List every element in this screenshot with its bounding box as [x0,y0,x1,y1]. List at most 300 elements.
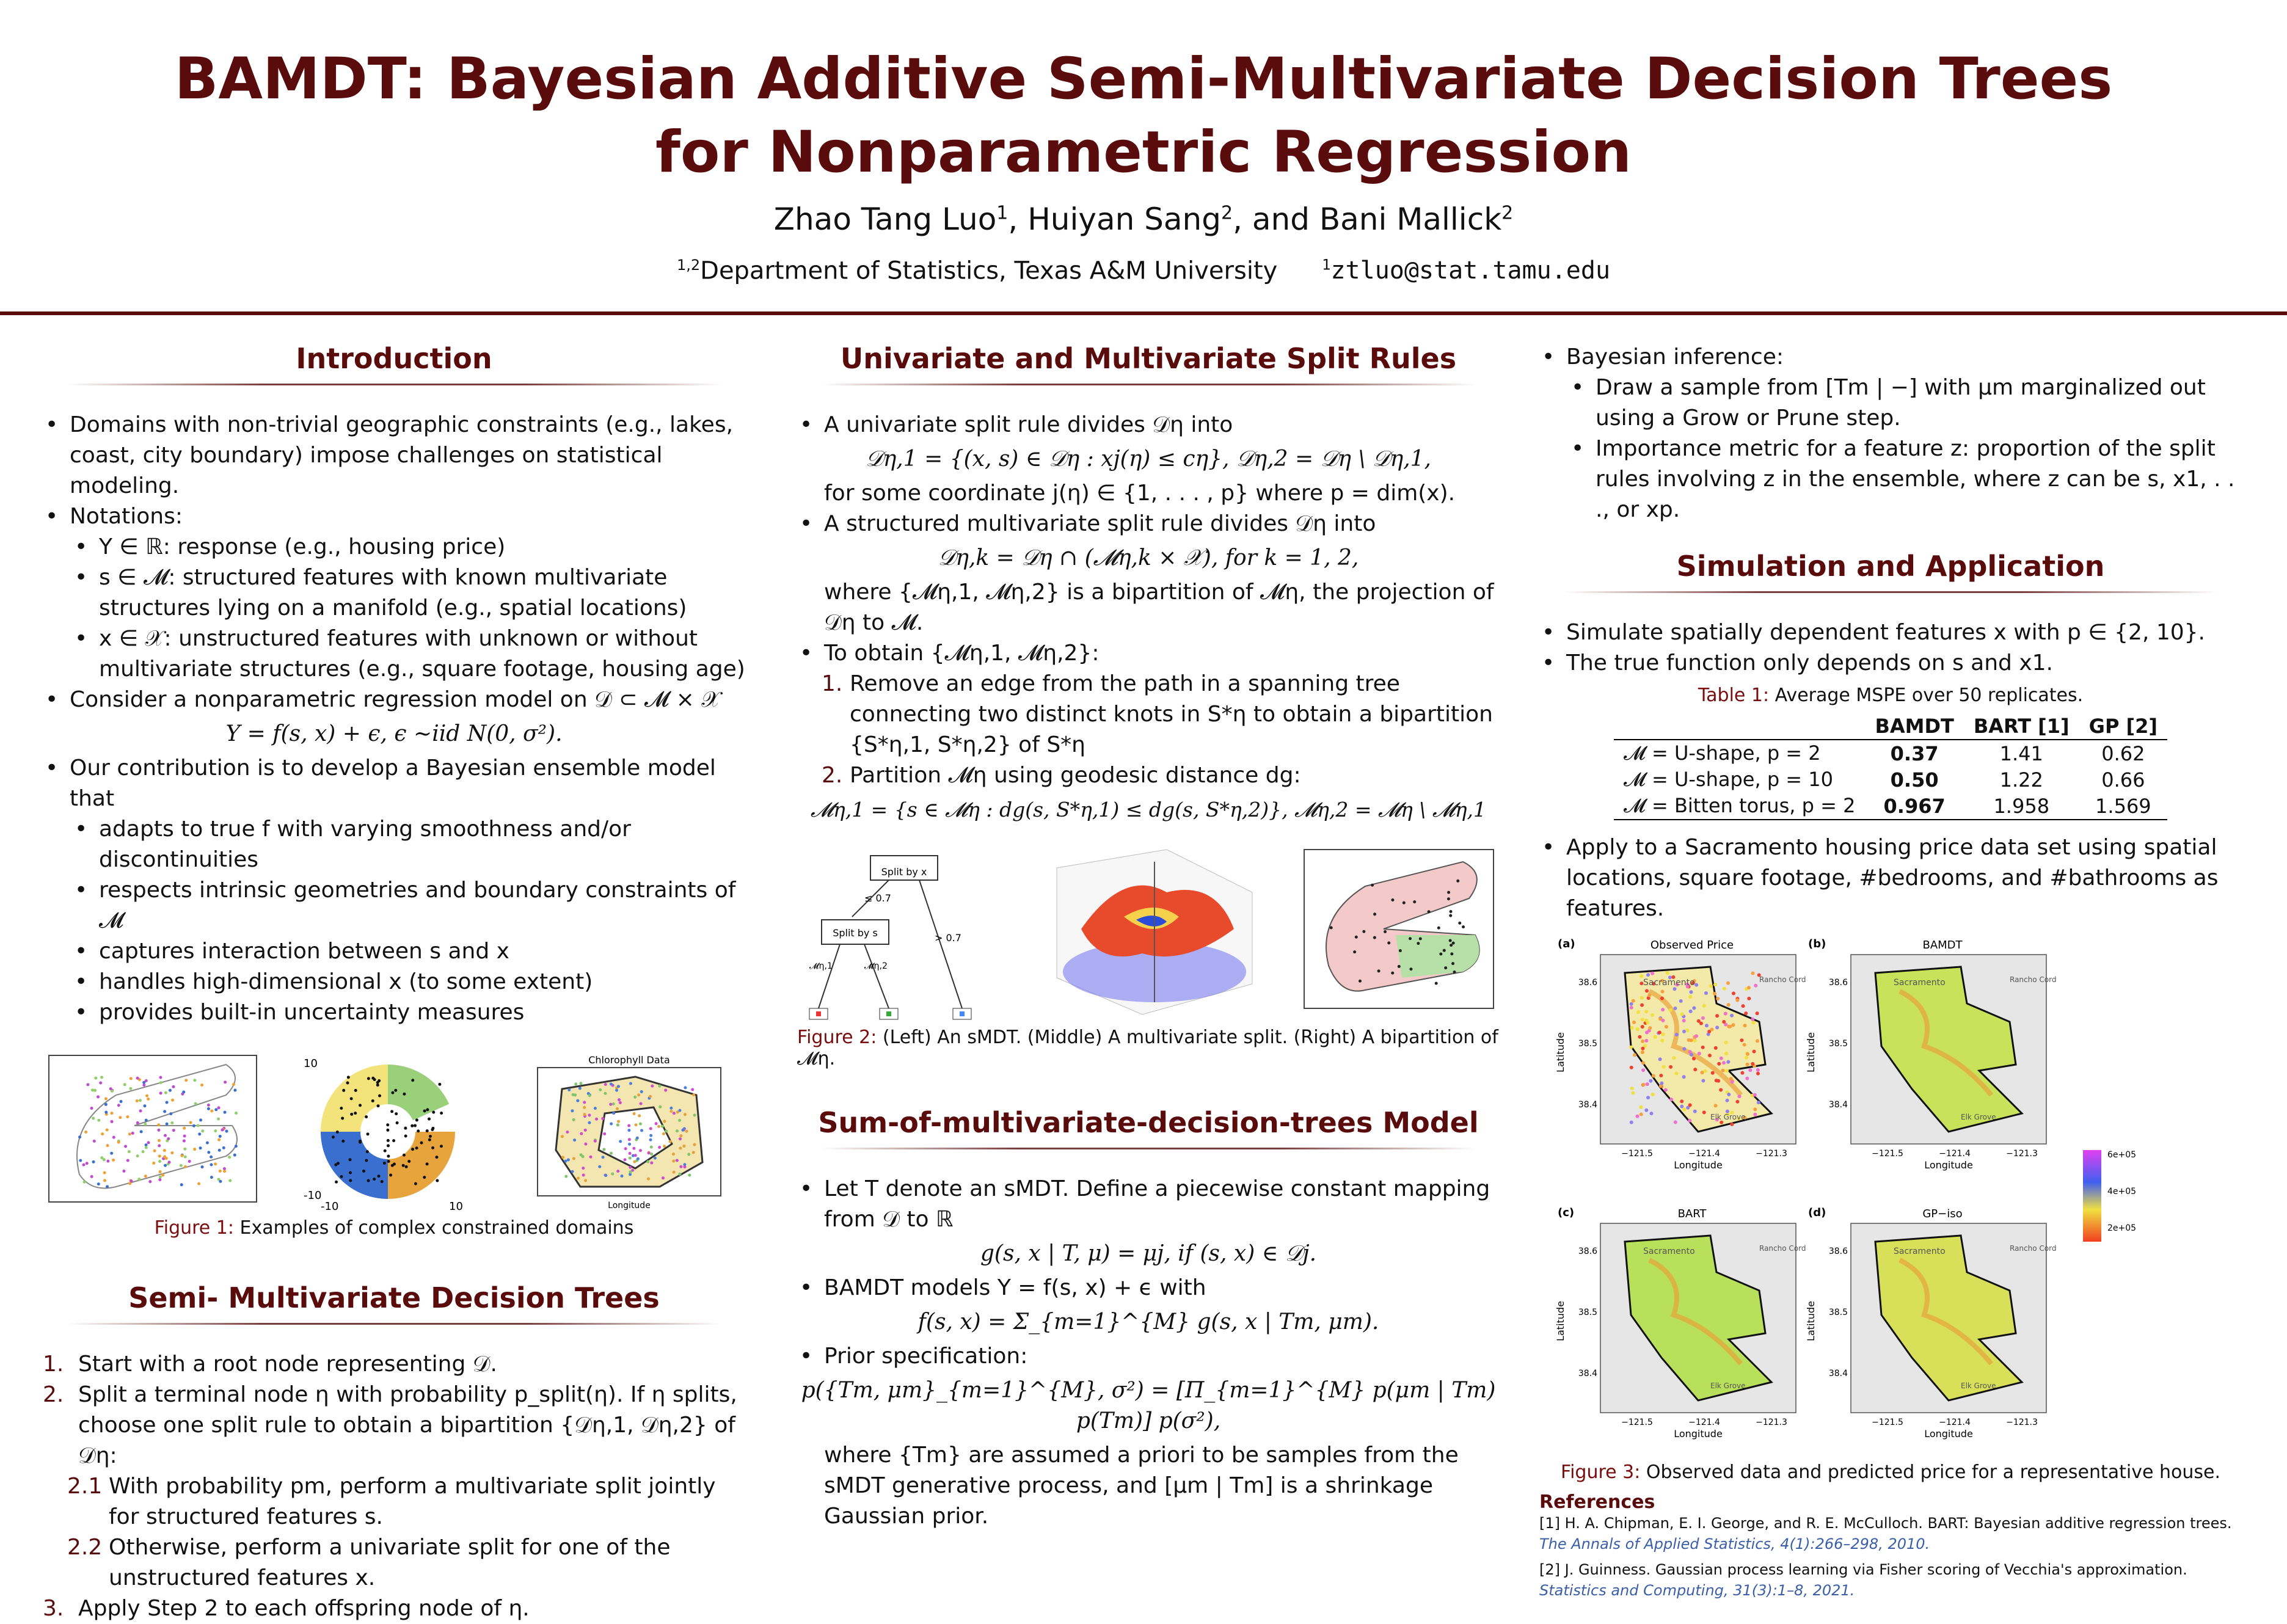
price-point [1746,1063,1749,1066]
scatter-point [634,1154,637,1157]
price-point [1721,1069,1725,1072]
price-point [1632,1091,1635,1095]
scatter-point [82,1163,85,1167]
scatter-point [337,1162,340,1165]
price-point [1747,986,1751,989]
scatter-point [378,1079,381,1082]
fig1-label: Figure 1: [154,1217,234,1239]
scatter-point [169,1112,172,1115]
panel-tag: (d) [1808,1206,1826,1219]
th-gp: GP [2] [2088,715,2158,738]
scatter-point [183,1127,186,1130]
scatter-point [595,1118,598,1121]
scatter-point [604,1174,607,1177]
scatter-point [214,1162,217,1165]
scatter-point [572,1157,575,1160]
obtain-1: Remove an edge from the path in a spanning tree connecting two distinct knots in S*η to obtain a bipartition {S*η,1, S*η,2} of S*η [850,671,1493,757]
step-22-label: 2.2 [67,1535,103,1560]
scatter-point [367,1179,370,1182]
cell: 0.66 [2101,768,2145,792]
scatter-point [428,1138,431,1142]
price-point [1726,1099,1729,1102]
price-point [1638,1035,1641,1039]
ref-2-journal[interactable]: Statistics and Computing, [1539,1582,1729,1599]
y-tick: 38.5 [1578,1308,1597,1317]
fig1c-xlabel: Longitude [608,1201,651,1211]
email-sup: 1 [1322,257,1331,274]
price-point [1649,1112,1653,1115]
scatter-point [200,1083,203,1087]
map-xlabel: Longitude [1924,1159,1973,1171]
x-tick: −121.5 [1621,1418,1653,1427]
scatter-point [1413,900,1416,903]
scatter-point [431,1128,434,1131]
scatter-point [402,1164,405,1167]
scatter-point [1447,891,1450,894]
department: Department of Statistics, Texas A&M University [700,257,1278,285]
price-point [1722,1061,1726,1065]
price-point [1701,1016,1705,1020]
scatter-point [143,1104,146,1107]
email-link[interactable]: ztluo@stat.tamu.edu [1330,257,1611,285]
scatter-point [602,1148,605,1151]
scatter-point [335,1181,338,1184]
scatter-point [604,1083,607,1086]
scatter-point [126,1159,129,1162]
scatter-point [640,1102,643,1105]
regression-equation: Y = f(s, x) + ϵ, ϵ ~iid N(0, σ²). [225,721,563,746]
price-point [1722,1020,1726,1024]
scatter-point [574,1082,577,1085]
price-point [1641,1047,1644,1051]
scatter-point [106,1129,109,1132]
scatter-point [145,1143,148,1146]
scatter-point [347,1076,350,1079]
column-middle [797,342,1500,1532]
scatter-point [136,1077,139,1080]
scatter-point [396,1121,399,1124]
price-point [1673,1007,1677,1010]
scatter-point [142,1083,145,1087]
price-point [1715,1079,1718,1082]
scatter-point [684,1113,687,1116]
scatter-point [332,1135,335,1138]
scatter-point [414,1182,417,1185]
scatter-point [688,1174,691,1177]
scatter-point [640,1129,643,1132]
price-point [1651,972,1654,975]
scatter-point [197,1182,200,1185]
price-point [1704,1069,1707,1072]
x-tick: −121.4 [1688,1418,1720,1427]
legend-tick: 4e+05 [2107,1187,2137,1196]
price-point [1714,1104,1718,1107]
bayes-importance: • Importance metric for a feature z: proportion of the split rules involving z in the ensemble, where z can be s, x1, . . ., or xp. [1539,434,2242,525]
tree-root-label: Split by x [881,866,927,878]
price-point [1632,1021,1636,1024]
scatter-point [1330,926,1333,929]
scatter-point [676,1129,679,1132]
price-point [1646,973,1650,977]
scatter-point [663,1120,666,1123]
scatter-point [207,1107,210,1110]
affil-sup: 1,2 [676,257,701,274]
scatter-point [584,1179,587,1182]
scatter-point [393,1163,396,1166]
scatter-point [91,1088,94,1091]
scatter-point [371,1099,374,1102]
scatter-point [197,1124,200,1127]
scatter-point [602,1156,605,1159]
scatter-point [170,1121,173,1124]
price-point [1630,1087,1634,1090]
scatter-point [201,1165,204,1168]
table-row [1614,766,2167,793]
x-tick: −121.3 [2006,1418,2038,1427]
scatter-point [1353,950,1356,953]
price-point [1713,983,1717,986]
scatter-point [350,1097,353,1100]
scatter-point [580,1132,583,1135]
scatter-point [129,1087,132,1090]
scatter-point [650,1152,653,1156]
fig3-caption-text: Observed data and predicted price for a representative house. [1646,1462,2220,1483]
scatter-point [687,1153,690,1156]
price-point [1690,1053,1693,1057]
column-right [1539,342,2242,1601]
price-point [1698,1052,1701,1055]
price-point [1756,1039,1759,1043]
scatter-point [158,1178,161,1181]
y-tick: 38.4 [1578,1369,1597,1378]
scatter-point [679,1134,682,1137]
fig1c-title: Chlorophyll Data [588,1054,670,1066]
price-point [1756,1072,1760,1076]
price-point [1692,1057,1696,1060]
scatter-point [184,1079,188,1082]
scatter-point [159,1170,162,1173]
scatter-point [124,1145,127,1148]
price-point [1658,1057,1662,1061]
price-point [1694,1034,1698,1038]
scatter-point [381,1180,384,1183]
refs-heading: References [1539,1491,1655,1513]
map-xlabel: Longitude [1924,1428,1973,1440]
fig1b-xtick-1: -10 [321,1200,339,1211]
scatter-point [144,1123,147,1126]
scatter-point [636,1137,639,1140]
scatter-point [207,1104,210,1107]
scatter-point [184,1165,187,1168]
cell: 0.967 [1883,794,1946,818]
scatter-point [583,1106,586,1109]
scatter-point [650,1146,653,1149]
scatter-point [199,1146,202,1149]
price-point [1724,1041,1728,1044]
scatter-point [1458,922,1461,925]
scatter-point [1449,914,1452,917]
scatter-point [618,1098,621,1101]
obtain-2: Partition 𝓜η using geodesic distance dg: [850,763,1301,788]
smdt-heading: Semi- Multivariate Decision Trees [128,1281,660,1314]
price-point [1735,999,1739,1002]
scatter-point [617,1085,620,1088]
price-point [1704,991,1708,995]
scatter-point [157,1129,160,1132]
scatter-point [1437,927,1440,930]
x-tick: −121.5 [1621,1149,1653,1159]
scatter-point [672,1160,675,1163]
price-point [1690,1038,1693,1042]
scatter-point [180,1164,183,1167]
fig1b-ytick-1: 10 [304,1057,318,1070]
scatter-point [1391,972,1394,975]
scatter-point [136,1099,139,1102]
price-point [1648,1026,1652,1030]
sum-heading: Sum-of-multivariate-decision-trees Model [818,1106,1479,1139]
intro-notations: • Notations: [43,501,745,532]
split-heading: Univariate and Multivariate Split Rules [840,342,1457,375]
scatter-point [137,1178,140,1181]
scatter-point [232,1083,235,1086]
map-xlabel: Longitude [1674,1428,1723,1440]
price-point [1633,1053,1636,1057]
scatter-point [599,1088,602,1091]
scatter-point [616,1170,619,1173]
scatter-point [1444,966,1447,969]
step-1-label: 1. [43,1352,64,1377]
scatter-point [214,1129,217,1132]
scatter-point [378,1094,381,1098]
fig3-label: Figure 3: [1561,1462,1641,1483]
price-point [1672,987,1676,991]
scatter-point [92,1116,95,1120]
table-row [1614,740,2167,766]
cell: 𝓜 = U-shape, p = 10 [1623,768,1834,791]
price-point [1679,999,1683,1003]
sum-body [797,1174,1500,1532]
scatter-point [97,1182,100,1185]
section-divider [67,1323,721,1325]
price-point [1645,989,1649,992]
price-point [1742,1004,1745,1008]
legend-tick: 2e+05 [2107,1223,2137,1233]
fig1-torus-plot [302,1052,473,1211]
scatter-point [99,1082,102,1085]
fig1-caption-text: Examples of complex constrained domains [239,1217,634,1239]
cell: 1.22 [1999,768,2043,792]
scatter-point [682,1145,685,1148]
price-point [1730,1123,1734,1126]
scatter-point [573,1138,576,1142]
scatter-point [128,1150,131,1153]
price-point [1709,985,1713,988]
price-point [1680,1013,1684,1016]
scatter-point [223,1170,226,1173]
scatter-point [106,1185,109,1188]
scatter-point [1449,939,1452,942]
price-point [1724,1012,1727,1016]
scatter-point [415,1118,418,1121]
author-1: Zhao Tang Luo [773,202,997,237]
contribution-5: • provides built-in uncertainty measures [43,997,745,1028]
step-3: Apply Step 2 to each offspring node of η. [78,1596,530,1621]
price-point [1702,1004,1706,1008]
legend-tick: 6e+05 [2107,1150,2137,1160]
step-2-label: 2. [43,1382,64,1407]
scatter-point [193,1079,196,1082]
scatter-point [428,1118,431,1121]
price-point [1753,1093,1757,1097]
scatter-point [391,1091,394,1094]
scatter-point [584,1129,587,1132]
scatter-point [636,1157,640,1160]
scatter-point [180,1183,183,1186]
scatter-point [658,1085,661,1088]
figure-1 [43,1046,745,1211]
scatter-point [633,1096,636,1099]
scatter-point [101,1132,104,1135]
ref-2 [1539,1559,2242,1601]
scatter-point [214,1108,217,1111]
title-line-2: for Nonparametric Regression [655,119,1632,186]
scatter-point [140,1130,143,1133]
scatter-point [387,1139,390,1142]
scatter-point [86,1083,89,1086]
scatter-point [1456,879,1459,883]
price-point [1682,1075,1686,1079]
price-point [1702,1110,1706,1114]
scatter-point [384,1149,387,1152]
price-point [1639,1105,1643,1109]
fig1b-xtick-5: 10 [449,1200,463,1211]
scatter-point [158,1160,161,1163]
scatter-point [217,1138,221,1142]
ref-1-journal[interactable]: The Annals of Applied Statistics, [1539,1535,1776,1553]
scatter-point [390,1110,393,1113]
price-point [1662,1065,1666,1069]
price-point [1753,1113,1757,1116]
scatter-point [367,1077,370,1080]
scatter-point [650,1161,653,1164]
scatter-point [163,1149,166,1152]
place-label: Elk Grove [1961,1113,1996,1121]
scatter-point [609,1103,612,1106]
scatter-point [235,1112,238,1115]
th-bart: BART [1] [1973,715,2070,738]
title-line-1: BAMDT: Bayesian Additive Semi-Multivariate Decision Trees [174,46,2113,112]
price-point [1661,990,1665,994]
tree-m2-label: 𝓜η,2 [864,961,888,971]
scatter-point [673,1171,676,1174]
price-point [1753,1107,1757,1111]
y-tick: 38.5 [1828,1039,1848,1049]
price-point [1701,1079,1705,1082]
place-label: Rancho Cord [1759,1244,1806,1253]
scatter-point [131,1132,134,1135]
tree-child-label: Split by s [833,927,878,939]
scatter-point [1451,962,1454,965]
y-tick: 38.4 [1828,1369,1848,1378]
panel-tag: (b) [1808,938,1826,950]
scatter-point [564,1160,567,1163]
price-point [1636,1010,1640,1014]
price-point [1727,1093,1731,1096]
scatter-point [651,1085,654,1088]
scatter-point [435,1156,438,1159]
scatter-point [1443,949,1446,952]
scatter-point [420,1142,423,1145]
scatter-point [685,1130,688,1133]
scatter-point [567,1088,571,1091]
scatter-point [669,1140,672,1143]
price-point [1658,1031,1661,1035]
scatter-point [223,1167,226,1170]
y-tick: 38.4 [1578,1100,1597,1110]
scatter-point [219,1180,222,1183]
step-1: Start with a root node representing 𝒟. [78,1352,497,1377]
scatter-point [678,1119,681,1122]
scatter-point [584,1143,587,1146]
price-point [1641,1040,1644,1043]
scatter-point [658,1105,662,1109]
place-label: Elk Grove [1961,1382,1996,1390]
scatter-point [387,1154,390,1157]
price-point [1688,1119,1691,1123]
scatter-point [235,1145,238,1148]
scatter-point [198,1132,201,1135]
scatter-point [588,1114,591,1117]
split-eq-2: 𝒟η,k = 𝒟η ∩ (𝓜η,k × 𝒳), for k = 1, 2, [938,545,1359,570]
scatter-point [629,1082,632,1085]
scatter-point [1371,884,1374,887]
scatter-point [431,1146,434,1149]
fig1-chlorophyll-plot [513,1052,745,1211]
scatter-point [588,1121,591,1124]
scatter-point [664,1088,667,1091]
scatter-point [378,1174,381,1178]
scatter-point [111,1090,114,1093]
scatter-point [611,1172,614,1175]
price-point [1641,1025,1644,1029]
scatter-point [663,1145,666,1148]
price-point [1688,995,1692,999]
scatter-point [210,1156,213,1159]
scatter-point [1399,949,1402,952]
scatter-point [647,1151,651,1154]
figure-2 [797,843,1500,1021]
scatter-point [426,1108,429,1111]
x-tick: −121.4 [1939,1418,1971,1427]
price-point [1752,1021,1756,1024]
scatter-point [1398,965,1401,968]
scatter-point [158,1154,161,1157]
scatter-point [567,1158,570,1161]
notation-s: • s ∈ 𝓜: structured features with known multivariate structures lying on a manifold (e.g., spatial locations) [43,563,745,624]
scatter-point [649,1127,652,1130]
scatter-point [145,1119,148,1122]
price-point [1731,1023,1735,1027]
scatter-point [681,1129,684,1132]
scatter-point [392,1139,395,1142]
scatter-point [1450,952,1453,955]
price-point [1752,1050,1756,1054]
scatter-point [106,1160,109,1163]
sim-bullet-2: • The true function only depends on s and x1. [1539,648,2242,679]
cell: 0.50 [1890,768,1939,792]
notation-x: • x ∈ 𝒳: unstructured features with unknown or without multivariate structures (e.g., square footage, housing age) [43,624,745,685]
scatter-point [354,1112,357,1115]
